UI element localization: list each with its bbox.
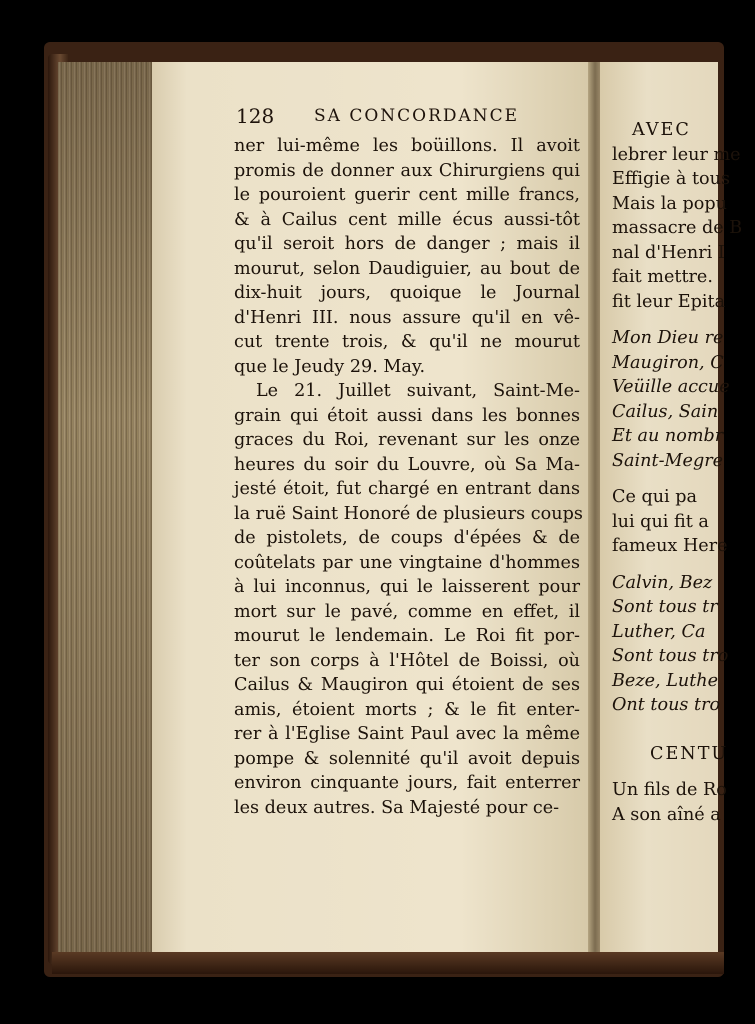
text-line: Effigie à tous [612,169,730,189]
text-line: jesté étoit, fut chargé en entrant dans [234,479,580,499]
text-line: la ruë Saint Honoré de plusieurs coups [234,503,583,524]
verse-line: Beze, Luthe [612,670,719,691]
text-line: promis de donner aux Chirurgiens qui [234,160,580,181]
text-line: coûtelats par une vingtaine d'hommes [234,552,580,573]
verse-line: Maugiron, C [612,352,724,373]
verse-line: Saint-Megre [612,450,724,471]
text-line: lui qui fit a [612,511,709,532]
text-line: lebrer leur me [612,144,741,165]
text-line: à lui inconnus, qui le laisserent pour [234,577,580,597]
text-line: massacre de B [612,218,743,238]
verse-line: Cailus, Sain [612,401,719,422]
text-line: Le 21. Juillet suivant, Saint-Me- [256,381,580,401]
text-line: grain qui étoit aussi dans les bonnes [234,405,580,426]
left-page-text [234,134,583,820]
section-title: CENTU [650,743,729,764]
text-line: qu'il seroit hors de danger ; mais il [234,234,580,254]
verse-line: Sont tous tr [612,597,718,617]
text-line: de pistolets, de coups d'épées & de [234,528,580,548]
text-line: mourut le lendemain. Le Roi fit por- [234,626,580,646]
text-line: Un fils de Ro [612,780,727,800]
verse-line: Veüille accue [612,377,730,397]
book-bottom-edge [52,952,724,974]
verse-line: Calvin, Bez [612,572,713,593]
verse-line: Sont tous tro [612,646,729,666]
verse-line: Mon Dieu re [612,328,724,348]
text-line: graces du Roi, revenant sur les onze [234,430,580,450]
text-line: que le Jeudy 29. May. [234,356,426,377]
page-number: 128 [236,104,275,128]
text-line: Ce qui pa [612,487,698,507]
text-line: dix-huit jours, quoique le Journal [234,283,580,303]
text-line: fait mettre. [612,267,713,287]
text-line: mourut, selon Daudiguier, au bout de [234,258,580,279]
right-page-text [612,118,755,827]
text-line: ner lui-même les boüillons. Il avoit [234,136,580,156]
text-line: environ cinquante jours, fait enterrer [234,773,580,793]
text-line: d'Henri III. nous assure qu'il en vê- [234,307,580,328]
running-head: SA CONCORDANCE [314,106,520,126]
text-line: Mais la popu [612,193,727,214]
text-line: fit leur Epita [612,291,726,312]
text-line: A son aîné a [612,804,721,825]
text-line: pompe & solennité qu'il avoit depuis [234,748,580,769]
text-line: nal d'Henri I [612,242,725,263]
text-line: Cailus & Maugiron qui étoient de ses [234,675,580,695]
text-line: mort sur le pavé, comme en effet, il [234,601,580,622]
text-line: fameux Here [612,536,728,556]
verse-line: Luther, Ca [612,621,706,642]
page-edges [58,62,162,952]
text-line: rer à l'Eglise Saint Paul avec la même [234,724,580,744]
text-line: ter son corps à l'Hôtel de Boissi, où [234,650,580,671]
text-line: heures du soir du Louvre, où Sa Ma- [234,454,580,475]
text-line: amis, étoient morts ; & le fit enter- [234,699,580,720]
text-line: & à Cailus cent mille écus aussi-tôt [234,209,580,230]
left-page-header [236,104,576,134]
verse-line: Ont tous tro [612,695,721,715]
text-line: le pouroient guerir cent mille francs, [234,185,580,205]
text-line: cut trente trois, & qu'il ne mourut [234,332,580,352]
text-line: les deux autres. Sa Majesté pour ce- [234,797,560,818]
verse-line: Et au nombr [612,426,724,446]
running-head-right: AVEC [632,120,691,140]
